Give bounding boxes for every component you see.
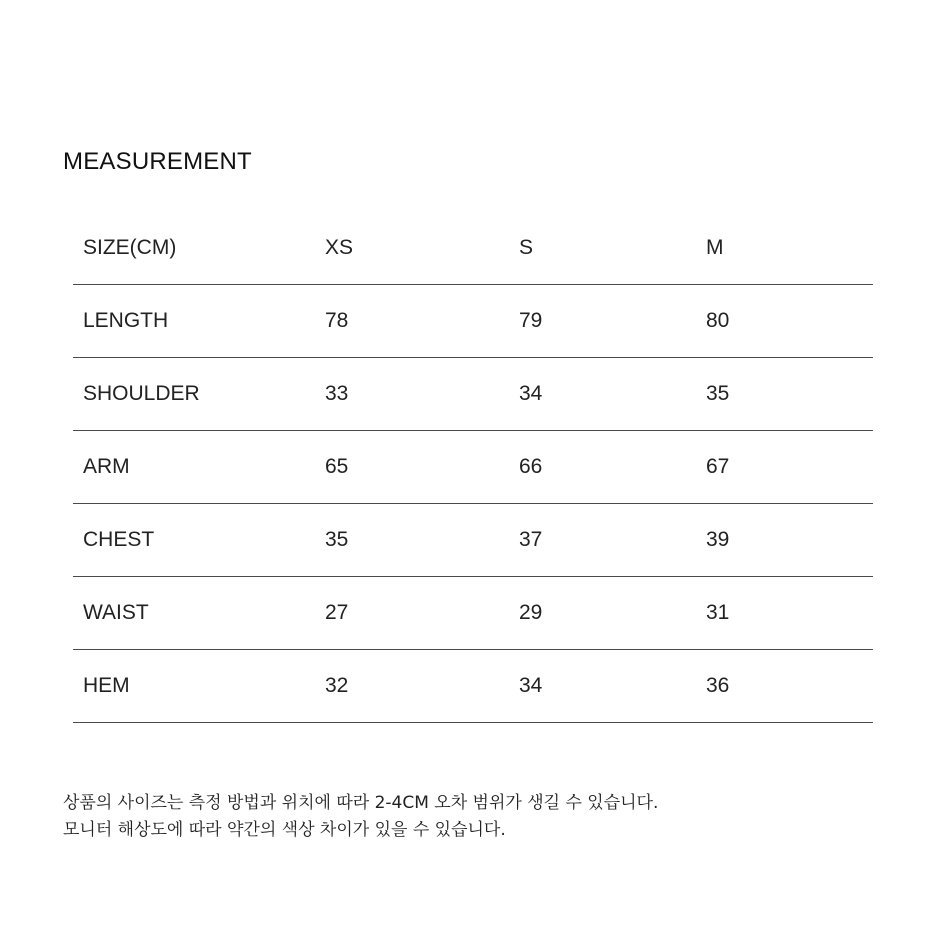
value-m: 31 [706,601,730,624]
table-row-chest [73,503,873,576]
header-size-label: SIZE(CM) [83,236,177,259]
table-row-hem [73,649,873,723]
value-xs: 35 [325,528,349,551]
value-m: 67 [706,455,730,478]
size-notes [63,790,658,844]
header-size-m: M [706,236,724,259]
value-s: 79 [519,309,543,332]
value-xs: 33 [325,382,349,405]
header-size-xs: XS [325,236,354,259]
value-xs: 32 [325,674,349,697]
row-label: HEM [83,674,130,697]
value-s: 34 [519,382,543,405]
row-label: SHOULDER [83,382,200,405]
page-title: MEASUREMENT [63,148,252,175]
value-m: 39 [706,528,730,551]
row-label: WAIST [83,601,149,624]
header-size-s: S [519,236,534,259]
row-label: LENGTH [83,309,169,332]
note-measurement-tolerance: 상품의 사이즈는 측정 방법과 위치에 따라 2-4CM 오차 범위가 생길 수 있습니다. [63,793,659,813]
value-m: 80 [706,309,730,332]
value-xs: 78 [325,309,349,332]
table-row-shoulder [73,357,873,430]
row-label: ARM [83,455,130,478]
table-row-arm [73,430,873,503]
value-m: 36 [706,674,730,697]
note-color-difference: 모니터 해상도에 따라 약간의 색상 차이가 있을 수 있습니다. [63,820,506,840]
size-table [73,212,873,723]
value-xs: 27 [325,601,349,624]
value-m: 35 [706,382,730,405]
value-s: 37 [519,528,543,551]
table-header-row [73,212,873,284]
value-xs: 65 [325,455,349,478]
value-s: 66 [519,455,543,478]
row-label: CHEST [83,528,155,551]
value-s: 34 [519,674,543,697]
table-row-length [73,284,873,357]
table-row-waist [73,576,873,649]
value-s: 29 [519,601,543,624]
